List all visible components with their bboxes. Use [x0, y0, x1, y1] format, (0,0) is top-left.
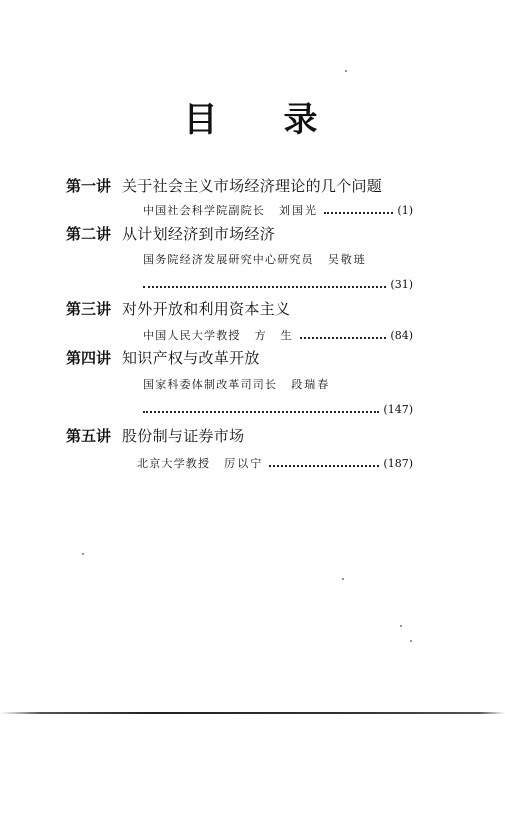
lecture-title: 关于社会主义市场经济理论的几个问题 [122, 177, 383, 195]
lecture-number: 第四讲 [66, 349, 112, 367]
lecture-title: 股份制与证券市场 [122, 427, 245, 445]
lecture-title: 对外开放和利用资本主义 [122, 300, 291, 318]
lecture-heading [66, 298, 290, 319]
lecture-number: 第三讲 [66, 300, 112, 318]
leader-dots [143, 411, 379, 413]
speaker-name: 吴敬琏 [327, 253, 367, 266]
page-number: (84) [390, 329, 413, 342]
lecture-number: 第一讲 [66, 177, 112, 195]
speaker-name: 段瑞春 [291, 378, 331, 391]
title-char-1: 目 [183, 100, 222, 140]
speaker-line [143, 327, 413, 343]
leader-line [143, 278, 413, 291]
page-number: (187) [383, 457, 413, 470]
lecture-heading [66, 425, 244, 446]
lecture-title: 从计划经济到市场经济 [122, 225, 276, 243]
leader-dots [143, 286, 386, 288]
lecture-number: 第五讲 [66, 427, 112, 445]
bottom-rule [0, 712, 505, 714]
speaker-role: 北京大学教授 [137, 457, 211, 470]
speaker-role: 中国社会科学院副院长 [143, 204, 265, 217]
speaker-role: 国务院经济发展研究中心研究员 [143, 253, 314, 266]
speaker-name: 厉以宁 [224, 457, 264, 470]
leader-line [143, 403, 413, 416]
page-title [0, 92, 505, 141]
speaker-line [143, 251, 367, 267]
speaker-name: 刘国光 [279, 204, 318, 217]
speaker-line [137, 455, 413, 471]
scan-speck [342, 578, 344, 580]
page-number: (31) [390, 278, 413, 291]
leader-dots [324, 212, 393, 214]
leader-dots [300, 337, 387, 339]
scan-speck [82, 553, 84, 555]
speaker-line [143, 376, 330, 392]
lecture-heading [66, 175, 382, 196]
page-number: (147) [383, 403, 413, 416]
lecture-number: 第二讲 [66, 225, 112, 243]
speaker-role: 国家科委体制改革司司长 [143, 378, 278, 391]
page-number: (1) [397, 204, 413, 217]
title-char-2: 录 [283, 100, 322, 140]
scan-speck [410, 640, 412, 642]
speaker-line [143, 202, 413, 218]
scan-speck [400, 625, 402, 627]
leader-dots [269, 465, 379, 467]
lecture-heading [66, 347, 260, 368]
scan-speck [345, 70, 347, 72]
speaker-role: 中国人民大学教授 [143, 329, 241, 342]
lecture-heading [66, 223, 275, 244]
speaker-name: 方 生 [254, 329, 294, 342]
lecture-title: 知识产权与改革开放 [122, 349, 260, 367]
